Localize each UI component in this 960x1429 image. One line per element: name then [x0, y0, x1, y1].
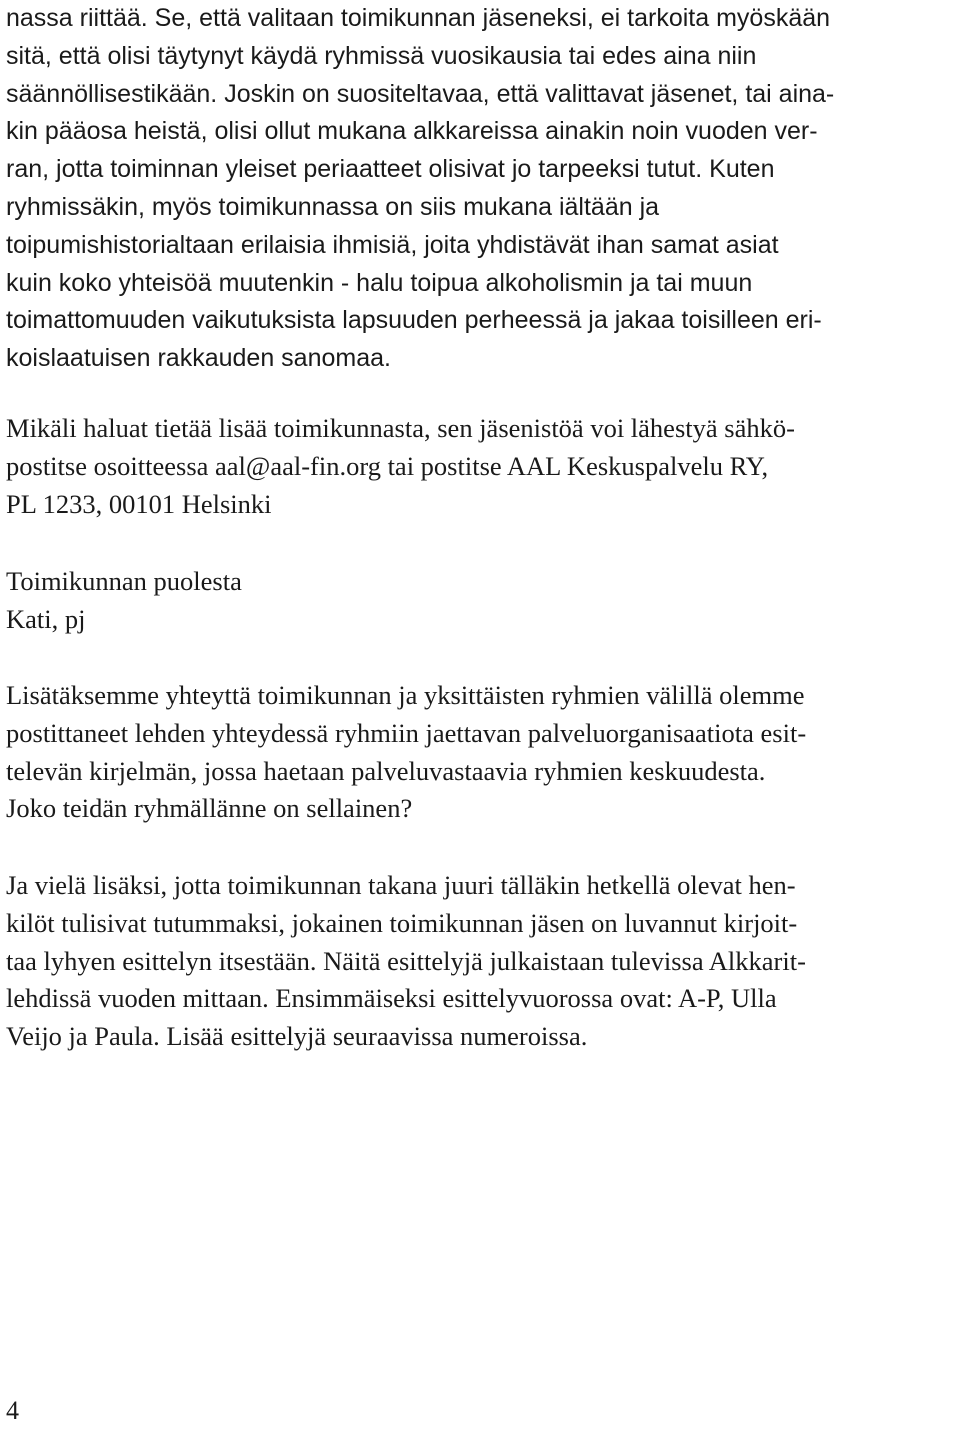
signature-name: Kati, pj: [6, 603, 86, 634]
text-line: toimattomuuden vaikutuksista lapsuuden perheessä ja jakaa toisilleen eri-: [6, 306, 822, 335]
signature-block: [6, 563, 242, 639]
text-line: kuin koko yhteisöä muutenkin - halu toipua alkoholismin ja tai muun: [6, 268, 753, 297]
text-line: säännöllisestikään. Joskin on suositeltavaa, että valittavat jäsenet, tai aina-: [6, 79, 835, 108]
text-line: televän kirjelmän, jossa haetaan palveluvastaavia ryhmien keskuudesta.: [6, 755, 766, 786]
text-line: Ja vielä lisäksi, jotta toimikunnan takana juuri tälläkin hetkellä olevat hen-: [6, 870, 796, 900]
text-line: postittaneet lehden yhteydessä ryhmiin jaettavan palveluorganisaatiota esit-: [6, 717, 807, 748]
text-line: ryhmissäkin, myös toimikunnassa on siis mukana iältään ja: [6, 192, 660, 221]
text-line: Mikäli haluat tietää lisää toimikunnasta, sen jäsenistöä voi lähestyä sähkö-: [6, 413, 795, 443]
text-line: kilöt tulisivat tutummaksi, jokainen toimikunnan jäsen on luvannut kirjoit-: [6, 907, 798, 938]
text-line: postitse osoitteessa aal@aal-fin.org tai postitse AAL Keskuspalvelu RY,: [6, 450, 769, 481]
text-line: lehdissä vuoden mittaan. Ensimmäiseksi esittelyvuorossa ovat: A-P, Ulla: [6, 983, 777, 1014]
text-line: Veijo ja Paula. Lisää esittelyjä seuraavissa numeroissa.: [6, 1021, 588, 1052]
page-number: 4: [6, 1396, 19, 1425]
paragraph-service-letter: [6, 677, 806, 828]
text-line: taa lyhyen esittelyn itsestään. Näitä esittelyjä julkaistaan tulevissa Alkkarit-: [6, 945, 806, 976]
text-line: toipumishistorialtaan erilaisia ihmisiä, joita yhdistävät ihan samat asiat: [6, 230, 779, 259]
text-line: nassa riittää. Se, että valitaan toimikunnan jäseneksi, ei tarkoita myöskään: [6, 4, 831, 32]
text-line: sitä, että olisi täytynyt käydä ryhmissä vuosikausia tai edes aina niin: [6, 41, 757, 70]
text-line: koislaatuisen rakkauden sanomaa.: [6, 344, 391, 373]
paragraph-toimikunta-membership: [6, 0, 834, 378]
text-line: ran, jotta toiminnan yleiset periaatteet olisivat jo tarpeeksi tutut. Kuten: [6, 155, 775, 184]
text-line: Lisätäksemme yhteyttä toimikunnan ja yksittäisten ryhmien välillä olemme: [6, 680, 805, 710]
signature-line: Toimikunnan puolesta: [6, 566, 242, 596]
paragraph-member-introductions: [6, 867, 806, 1056]
paragraph-contact-info: [6, 410, 795, 523]
text-line: kin pääosa heistä, olisi ollut mukana alkkareissa ainakin noin vuoden ver-: [6, 117, 818, 146]
text-line: Joko teidän ryhmällänne on sellainen?: [6, 793, 413, 824]
text-line: PL 1233, 00101 Helsinki: [6, 488, 272, 519]
